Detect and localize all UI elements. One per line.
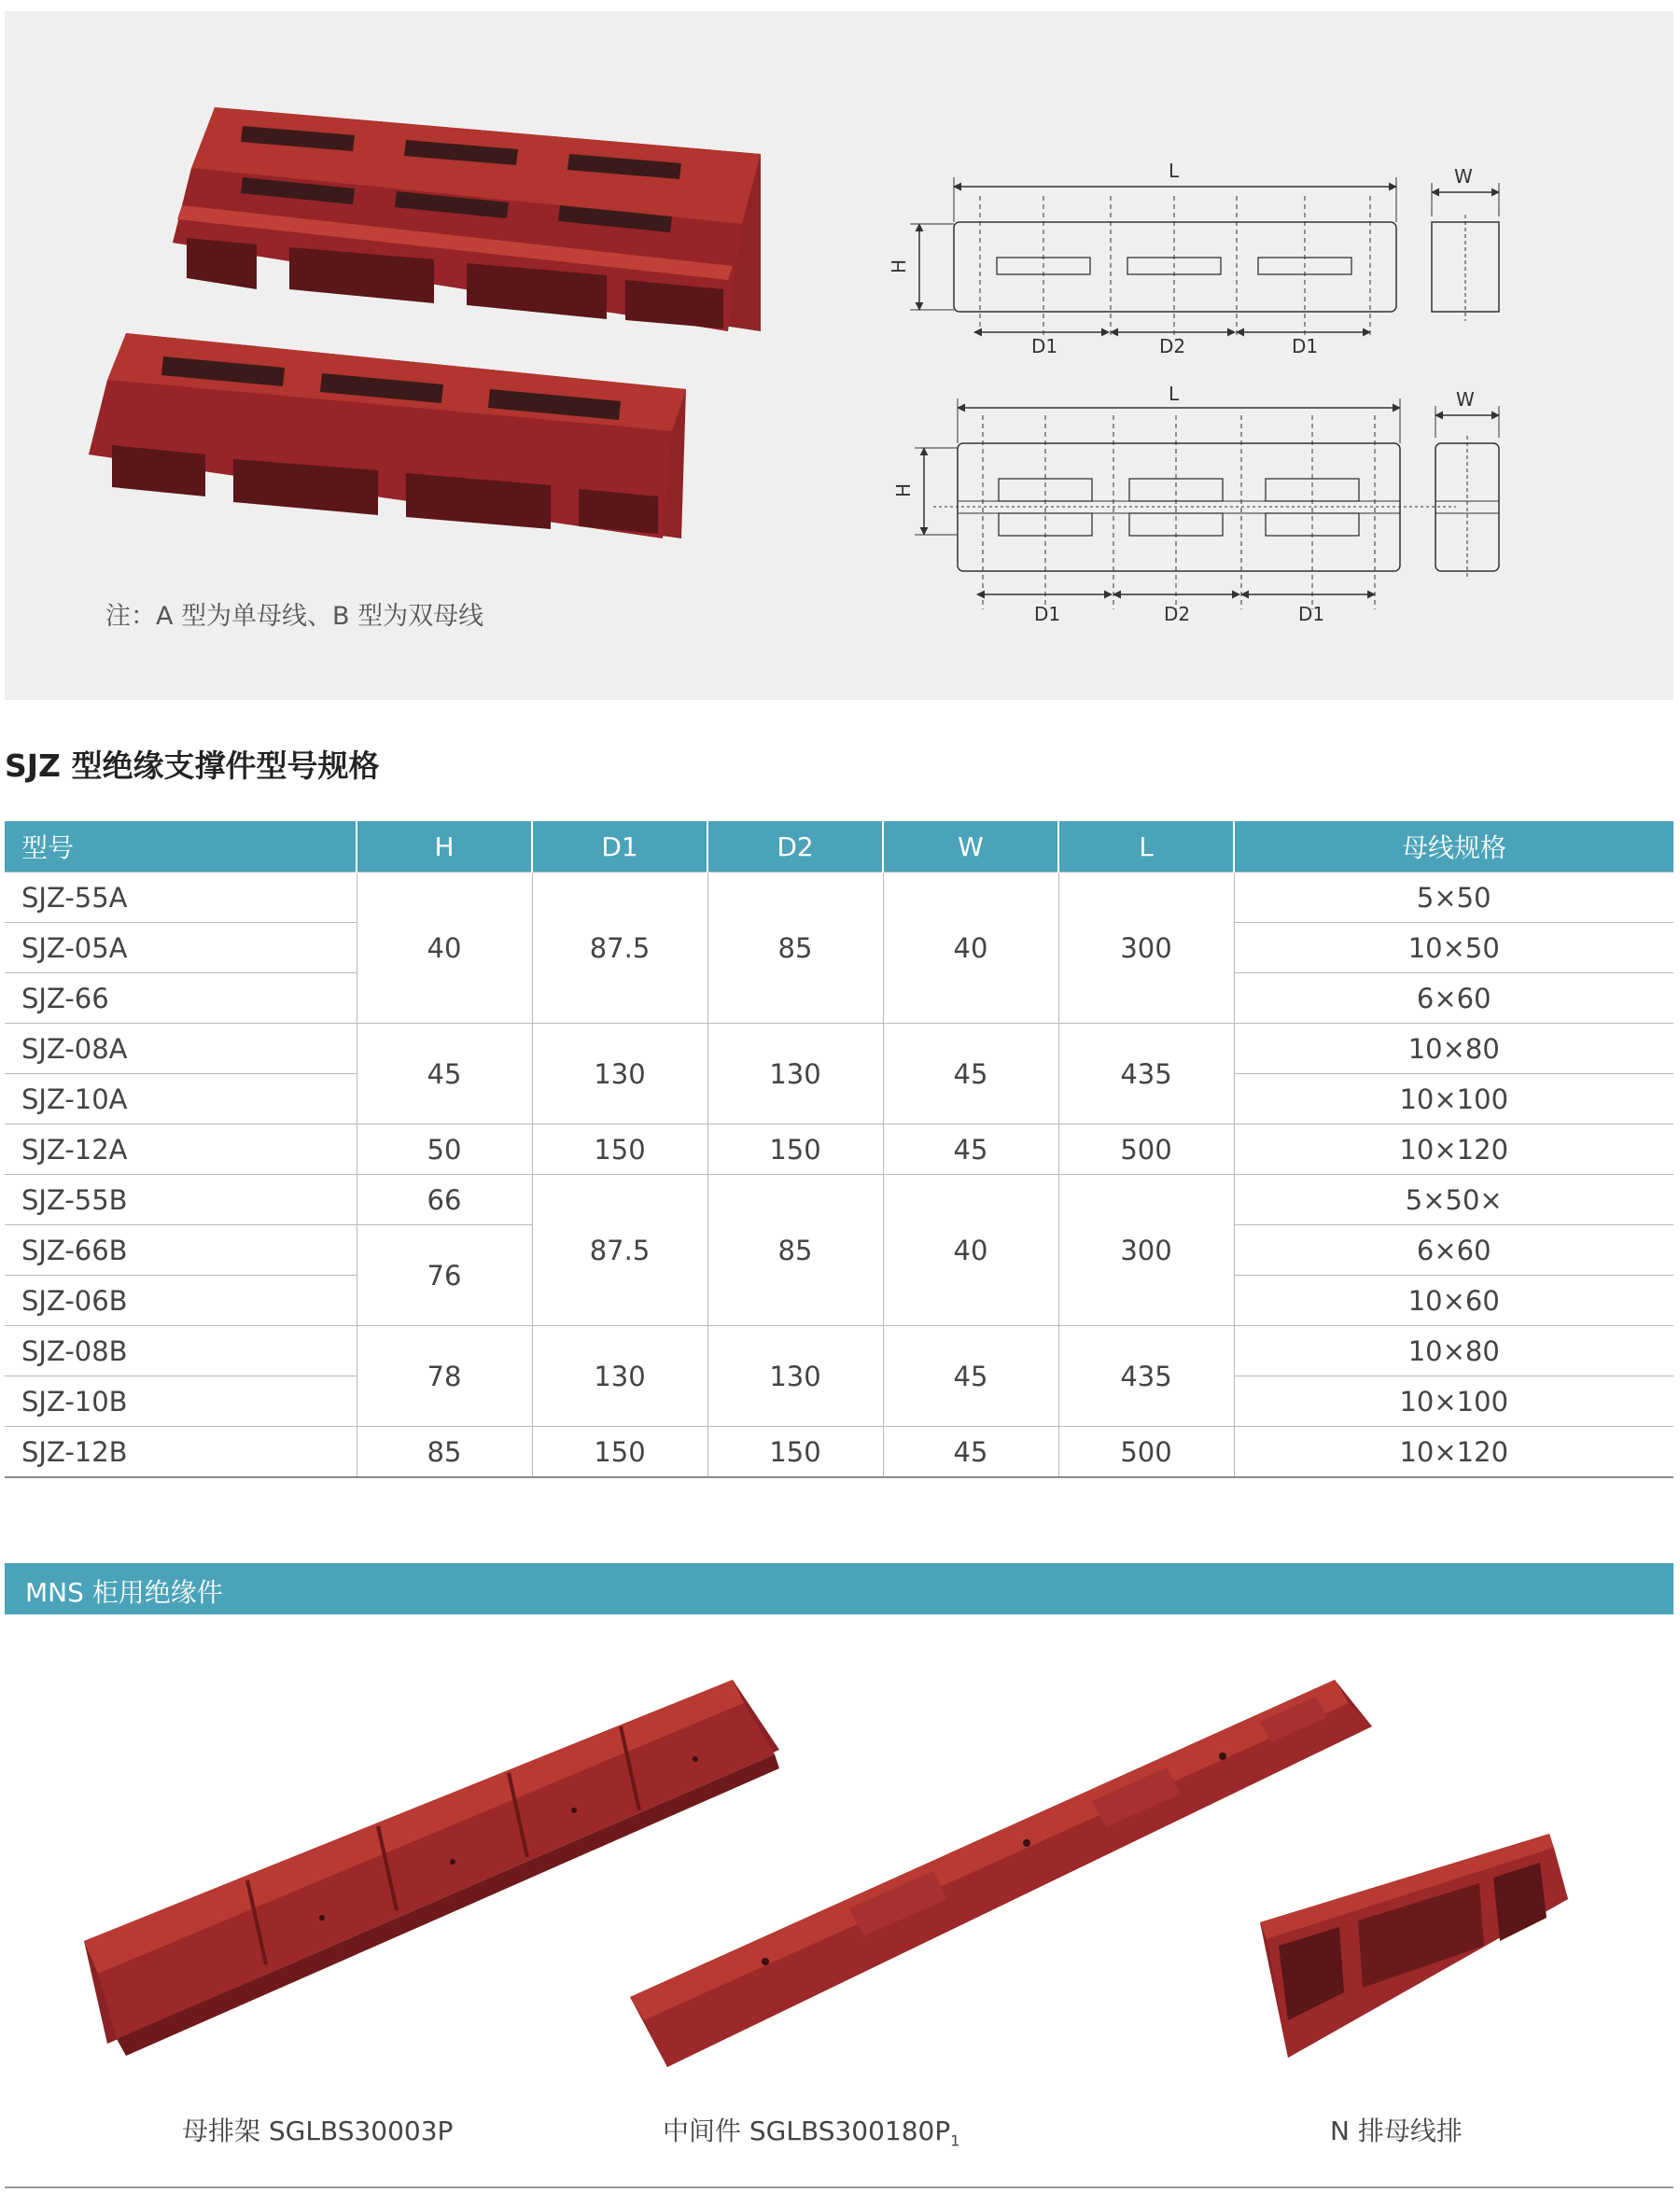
dim-L-a: L bbox=[1169, 160, 1180, 182]
cell-d2: 85 bbox=[707, 1175, 883, 1326]
header-model: 型号 bbox=[5, 821, 357, 873]
cell-w: 45 bbox=[883, 1124, 1058, 1175]
cell-busbar-spec: 10×120 bbox=[1234, 1124, 1673, 1175]
cell-l: 435 bbox=[1058, 1326, 1234, 1427]
mns-section-title: MNS 柜用绝缘件 bbox=[25, 1577, 223, 1608]
cell-l: 300 bbox=[1058, 873, 1234, 1024]
cell-model: SJZ-08B bbox=[5, 1326, 357, 1376]
cell-l: 500 bbox=[1058, 1427, 1234, 1478]
dim-H-a: H bbox=[888, 258, 910, 273]
cell-model: SJZ-12A bbox=[5, 1124, 357, 1175]
cell-busbar-spec: 10×100 bbox=[1234, 1074, 1673, 1124]
cell-d1: 87.5 bbox=[532, 873, 707, 1024]
header-l: L bbox=[1058, 821, 1234, 873]
table-row bbox=[5, 1124, 1673, 1175]
table-row bbox=[5, 873, 1673, 923]
cell-d2: 150 bbox=[707, 1124, 883, 1175]
cell-w: 45 bbox=[883, 1427, 1058, 1478]
cell-busbar-spec: 5×50 bbox=[1234, 873, 1673, 923]
cell-h: 40 bbox=[357, 873, 532, 1024]
cell-model: SJZ-10B bbox=[5, 1376, 357, 1427]
cell-d1: 150 bbox=[532, 1427, 707, 1478]
dim-D1-b-right: D1 bbox=[1298, 603, 1325, 625]
cell-busbar-spec: 10×60 bbox=[1234, 1276, 1673, 1326]
cell-busbar-spec: 10×120 bbox=[1234, 1427, 1673, 1478]
cell-l: 435 bbox=[1058, 1024, 1234, 1124]
dim-W-b: W bbox=[1456, 388, 1475, 411]
cell-busbar-spec: 6×60 bbox=[1234, 973, 1673, 1024]
caption-middle-piece-text: 中间件 SGLBS300180P bbox=[663, 2116, 951, 2146]
cell-h: 45 bbox=[357, 1024, 532, 1124]
header-d2: D2 bbox=[707, 821, 883, 873]
caption-middle-piece bbox=[663, 2111, 959, 2150]
cell-d1: 130 bbox=[532, 1024, 707, 1124]
cell-busbar-spec: 10×80 bbox=[1234, 1024, 1673, 1074]
cell-d2: 130 bbox=[707, 1326, 883, 1427]
cell-model: SJZ-55B bbox=[5, 1175, 357, 1225]
type-note: 注：A 型为单母线、B 型为双母线 bbox=[105, 602, 484, 631]
dim-D1-b-left: D1 bbox=[1034, 603, 1061, 625]
cell-h: 76 bbox=[357, 1225, 532, 1326]
cell-l: 500 bbox=[1058, 1124, 1234, 1175]
dim-W-a: W bbox=[1454, 165, 1473, 188]
cell-busbar-spec: 6×60 bbox=[1234, 1225, 1673, 1276]
dim-H-b: H bbox=[892, 482, 915, 497]
header-busbar-spec: 母线规格 bbox=[1234, 821, 1673, 873]
cell-d1: 150 bbox=[532, 1124, 707, 1175]
cell-model: SJZ-06B bbox=[5, 1276, 357, 1326]
cell-w: 45 bbox=[883, 1326, 1058, 1427]
cell-model: SJZ-10A bbox=[5, 1074, 357, 1124]
cell-l: 300 bbox=[1058, 1175, 1234, 1326]
table-row bbox=[5, 1427, 1673, 1478]
cell-h: 85 bbox=[357, 1427, 532, 1478]
cell-model: SJZ-66B bbox=[5, 1225, 357, 1276]
cell-d2: 130 bbox=[707, 1024, 883, 1124]
cell-w: 45 bbox=[883, 1024, 1058, 1124]
photo-single-support bbox=[84, 328, 695, 543]
table-row bbox=[5, 1326, 1673, 1376]
caption-busbar-rack: 母排架 SGLBS30003P bbox=[182, 2116, 454, 2146]
cell-h: 66 bbox=[357, 1175, 532, 1225]
table-row bbox=[5, 1175, 1673, 1225]
cell-model: SJZ-55A bbox=[5, 873, 357, 923]
table-row bbox=[5, 1024, 1673, 1074]
cell-w: 40 bbox=[883, 873, 1058, 1024]
dim-D2-b: D2 bbox=[1164, 603, 1191, 625]
dim-D1-a-right: D1 bbox=[1292, 335, 1319, 357]
bottom-divider bbox=[5, 2186, 1673, 2188]
cell-busbar-spec: 10×80 bbox=[1234, 1326, 1673, 1376]
cell-d1: 87.5 bbox=[532, 1175, 707, 1326]
cell-busbar-spec: 10×50 bbox=[1234, 923, 1673, 973]
header-w: W bbox=[883, 821, 1058, 873]
cell-h: 78 bbox=[357, 1326, 532, 1427]
cell-busbar-spec: 10×100 bbox=[1234, 1376, 1673, 1427]
cell-model: SJZ-66 bbox=[5, 973, 357, 1024]
drawing-type-a bbox=[877, 149, 1531, 373]
cell-model: SJZ-12B bbox=[5, 1427, 357, 1478]
table-header-row bbox=[5, 821, 1673, 873]
dim-D1-a-left: D1 bbox=[1031, 335, 1058, 357]
cell-d2: 150 bbox=[707, 1427, 883, 1478]
photo-double-support bbox=[168, 103, 775, 336]
cell-model: SJZ-05A bbox=[5, 923, 357, 973]
header-h: H bbox=[357, 821, 532, 873]
cell-w: 40 bbox=[883, 1175, 1058, 1326]
dim-D2-a: D2 bbox=[1159, 335, 1186, 357]
spec-table bbox=[5, 821, 1673, 1478]
header-d1: D1 bbox=[532, 821, 707, 873]
section-title: SJZ 型绝缘支撑件型号规格 bbox=[5, 747, 380, 784]
cell-d1: 130 bbox=[532, 1326, 707, 1427]
cell-model: SJZ-08A bbox=[5, 1024, 357, 1074]
cell-h: 50 bbox=[357, 1124, 532, 1175]
cell-d2: 85 bbox=[707, 873, 883, 1024]
drawing-type-b bbox=[877, 378, 1531, 635]
photo-n-busbar-rack bbox=[1255, 1829, 1573, 2062]
mns-section-bar bbox=[5, 1563, 1673, 1614]
caption-middle-piece-subscript: 1 bbox=[950, 2131, 960, 2150]
dim-L-b: L bbox=[1169, 383, 1180, 405]
caption-n-busbar-rack: N 排母线排 bbox=[1330, 2116, 1463, 2146]
cell-busbar-spec: 5×50× bbox=[1234, 1175, 1673, 1225]
